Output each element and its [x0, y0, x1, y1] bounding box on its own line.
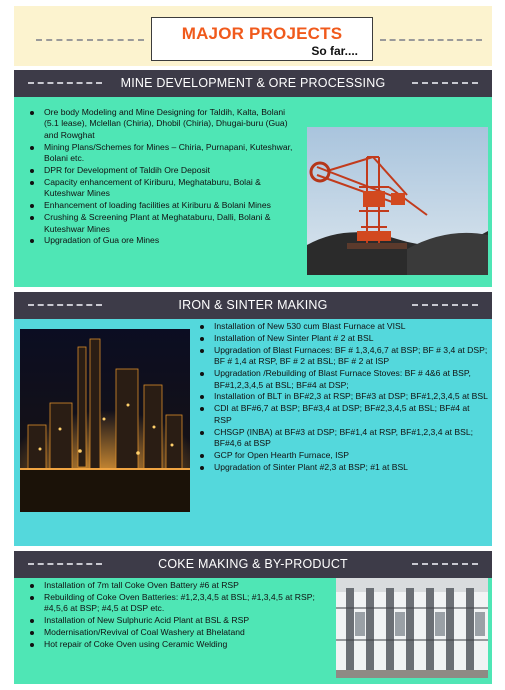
- section-header-coke: [14, 551, 492, 578]
- brochure-page: [14, 6, 492, 684]
- section-title: COKE MAKING & BY-PRODUCT: [158, 557, 348, 571]
- list-item: Upgradation of Sinter Plant #2,3 at BSP; #1 at BSL: [194, 462, 488, 473]
- section-panel-coke: [14, 578, 492, 684]
- header-dash-left: [36, 39, 144, 41]
- stacker-reclaimer-photo: [307, 127, 488, 275]
- list-item: CDI at BF#6,7 at BSP; BF#3,4 at DSP; BF#2,3,4,5 at BSL; BF#4 at RSP: [194, 403, 488, 426]
- coke-oven-illustration: [336, 578, 488, 678]
- section-title: IRON & SINTER MAKING: [178, 298, 328, 312]
- section-panel-mine: [14, 97, 492, 287]
- list-item: DPR for Development of Taldih Ore Deposit: [24, 165, 302, 176]
- header-dash-right: [380, 39, 482, 41]
- list-item: Hot repair of Coke Oven using Ceramic Welding: [24, 639, 340, 650]
- list-item: Enhancement of loading facilities at Kiriburu & Bolani Mines: [24, 200, 302, 211]
- blast-furnace-night-photo: [20, 329, 190, 512]
- list-item: Mining Plans/Schemes for Mines – Chiria, Purnapani, Kuteshwar, Bolani etc.: [24, 142, 302, 165]
- stacker-reclaimer-illustration: [307, 127, 488, 275]
- list-item: Crushing & Screening Plant at Meghataburu, Dalli, Bolani & Kuteshwar Mines: [24, 212, 302, 235]
- mine-item-list: [24, 107, 302, 247]
- section-header-mine: [14, 70, 492, 97]
- list-item: Modernisation/Revival of Coal Washery at Bhelatand: [24, 627, 340, 638]
- coke-item-list: [24, 580, 340, 651]
- section-title: MINE DEVELOPMENT & ORE PROCESSING: [120, 76, 386, 90]
- list-item: Ore body Modeling and Mine Designing for Taldih, Kalta, Bolani (5.1 lease), Mclellan (Chiria), Dhobil (Chiria), Dhugai-buru (Gua) and Rowghat: [24, 107, 302, 141]
- page-subtitle: So far....: [311, 44, 358, 58]
- list-item: GCP for Open Hearth Furnace, ISP: [194, 450, 488, 461]
- list-item: Upgradation of Gua ore Mines: [24, 235, 302, 246]
- list-item: Installation of New Sinter Plant # 2 at BSL: [194, 333, 488, 344]
- list-item: Installation of BLT in BF#2,3 at RSP; BF#3 at DSP; BF#1,2,3,4,5 at BSL: [194, 391, 488, 402]
- section-header-iron: [14, 292, 492, 319]
- iron-item-list: [194, 321, 488, 474]
- page-title: MAJOR PROJECTS: [181, 24, 343, 43]
- list-item: Capacity enhancement of Kiriburu, Meghataburu, Bolai & Kuteshwar Mines: [24, 177, 302, 200]
- list-item: Upgradation of Blast Furnaces: BF # 1,3,4,6,7 at BSP; BF # 3,4 at DSP; BF # 1,4 at RSP, BF # 2 at BSL; BF # 2 at ISP: [194, 345, 488, 368]
- header-band: [14, 6, 492, 66]
- list-item: Upgradation /Rebuilding of Blast Furnace Stoves: BF # 4&6 at BSP, BF#1,2,3,4,5 at BSL; BF#4 at DSP;: [194, 368, 488, 391]
- coke-oven-battery-photo: [336, 578, 488, 678]
- list-item: Installation of New Sulphuric Acid Plant at BSL & RSP: [24, 615, 340, 626]
- title-box: [151, 17, 373, 61]
- list-item: CHSGP (INBA) at BF#3 at DSP; BF#1,4 at RSP, BF#1,2,3,4 at BSL; BF#4,6 at BSP: [194, 427, 488, 450]
- list-item: Rebuilding of Coke Oven Batteries: #1,2,3,4,5 at BSL; #1,3,4,5 at RSP; #4,5,6 at BSP; #4,5 at DSP etc.: [24, 592, 340, 615]
- blast-furnace-illustration: [20, 329, 190, 512]
- list-item: Installation of 7m tall Coke Oven Battery #6 at RSP: [24, 580, 340, 591]
- section-panel-iron: [14, 319, 492, 546]
- list-item: Installation of New 530 cum Blast Furnace at VISL: [194, 321, 488, 332]
